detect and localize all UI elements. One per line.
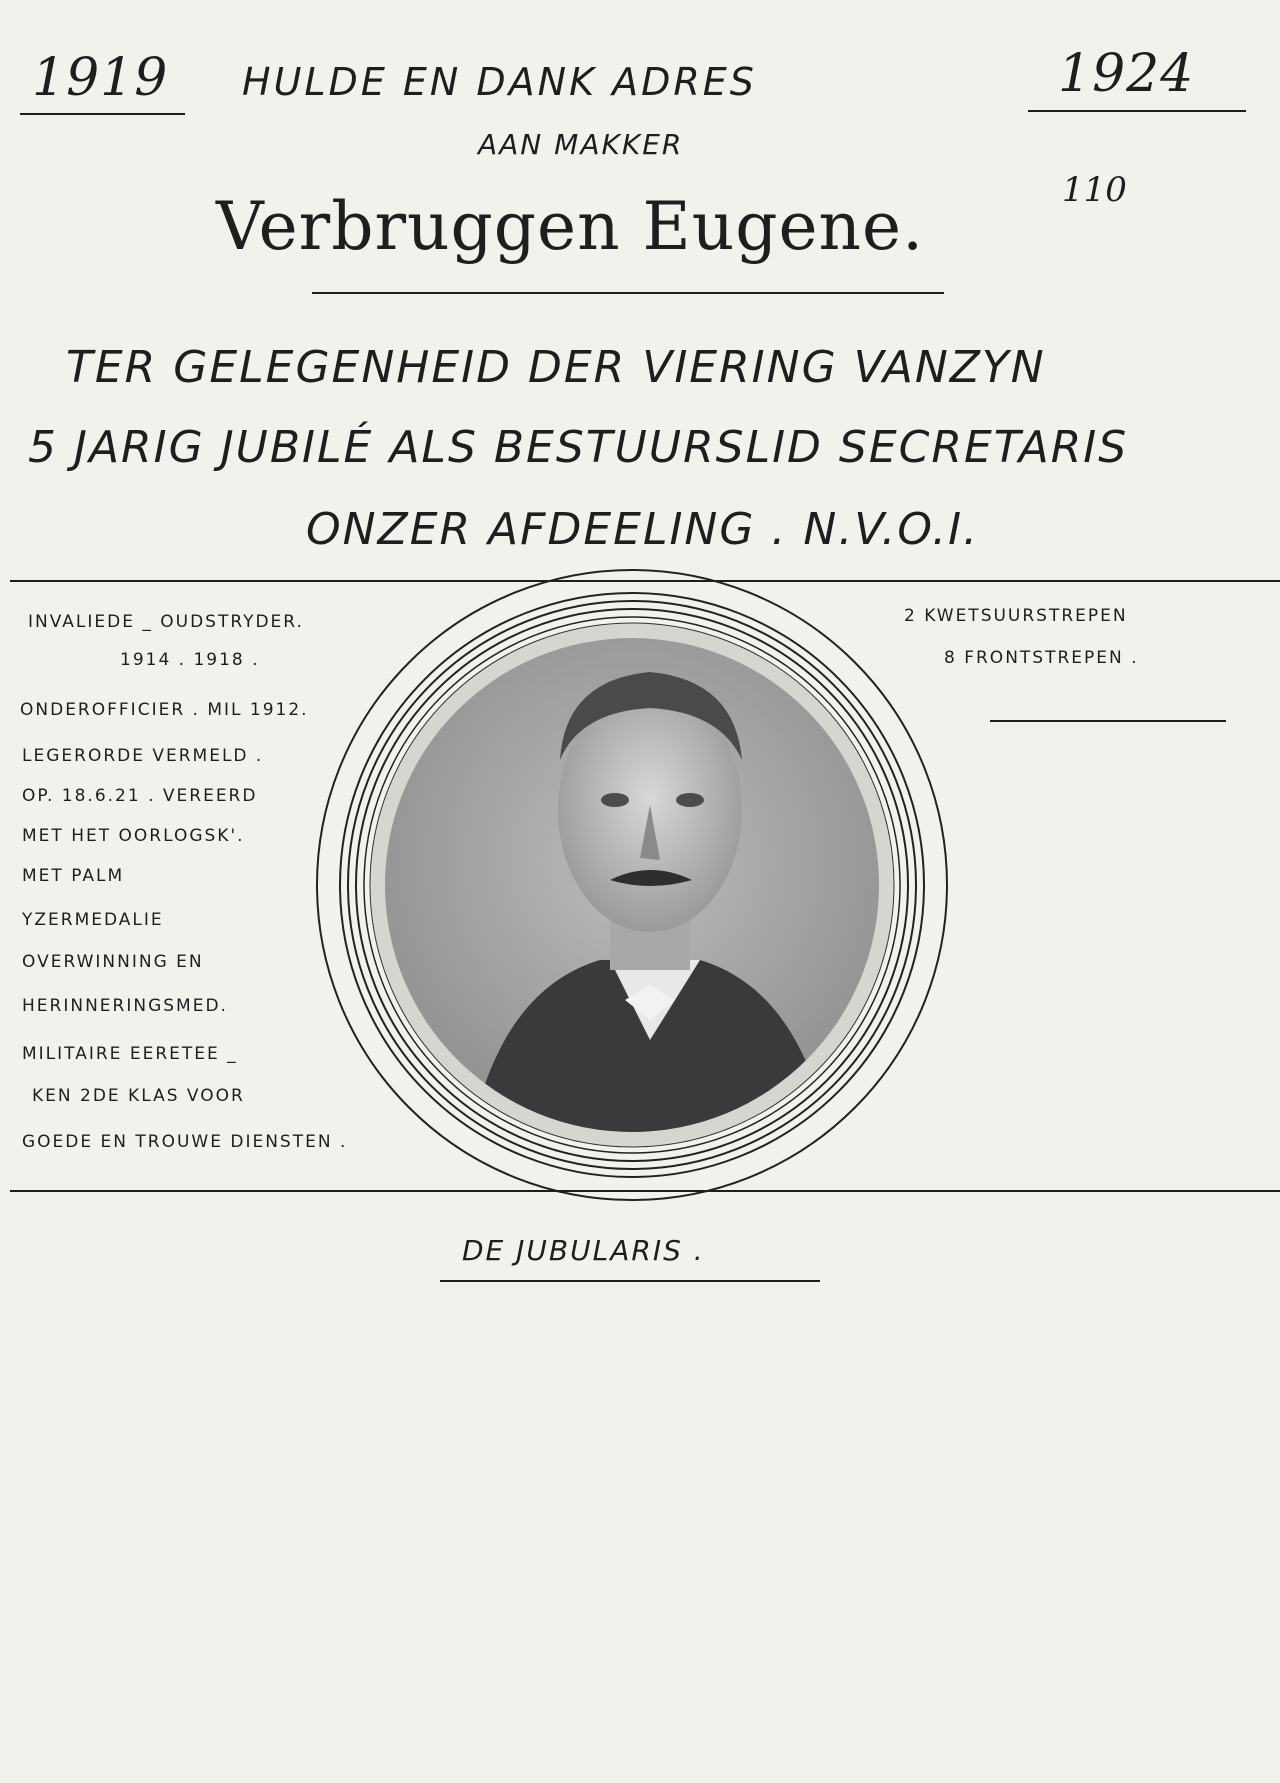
- left-line: MILITAIRE EERETEE _: [22, 1044, 238, 1064]
- title-line-1: HULDE EN DANK ADRES: [242, 60, 757, 104]
- title-line-2: AAN MAKKER: [478, 128, 684, 161]
- caption-underline: [440, 1280, 820, 1282]
- left-line: GOEDE EN TROUWE DIENSTEN .: [22, 1132, 348, 1152]
- year-right: 1924: [1058, 44, 1195, 104]
- left-line: MET PALM: [22, 866, 125, 886]
- left-line: OVERWINNING EN: [22, 952, 204, 972]
- handwritten-annotation: 110: [1062, 170, 1127, 210]
- right-column-rule: [990, 720, 1226, 722]
- left-line: MET HET OORLOGSK'.: [22, 826, 245, 846]
- occasion-line-2: 5 JARIG JUBILÉ ALS BESTUURSLID SECRETARIS: [28, 422, 1129, 473]
- occasion-line-1: TER GELEGENHEID DER VIERING VANZYN: [66, 342, 1046, 393]
- year-left: 1919: [32, 48, 169, 108]
- honoree-name: Verbruggen Eugene.: [216, 188, 925, 265]
- right-line: 8 FRONTSTREPEN .: [944, 648, 1139, 668]
- jubilaris-caption: DE JUBULARIS .: [462, 1234, 705, 1267]
- left-line: YZERMEDALIE: [22, 910, 164, 930]
- left-line: INVALIEDE _ OUDSTRYDER.: [28, 612, 304, 632]
- right-line: 2 KWETSUURSTREPEN: [904, 606, 1128, 626]
- left-line: ONDEROFFICIER . MIL 1912.: [20, 700, 309, 720]
- left-line: OP. 18.6.21 . VEREERD: [22, 786, 258, 806]
- left-line: KEN 2DE KLAS VOOR: [32, 1086, 245, 1106]
- occasion-line-3: ONZER AFDEELING . N.V.O.I.: [306, 504, 980, 555]
- left-line: LEGERORDE VERMELD .: [22, 746, 264, 766]
- left-line: 1914 . 1918 .: [120, 650, 260, 670]
- left-line: HERINNERINGSMED.: [22, 996, 228, 1016]
